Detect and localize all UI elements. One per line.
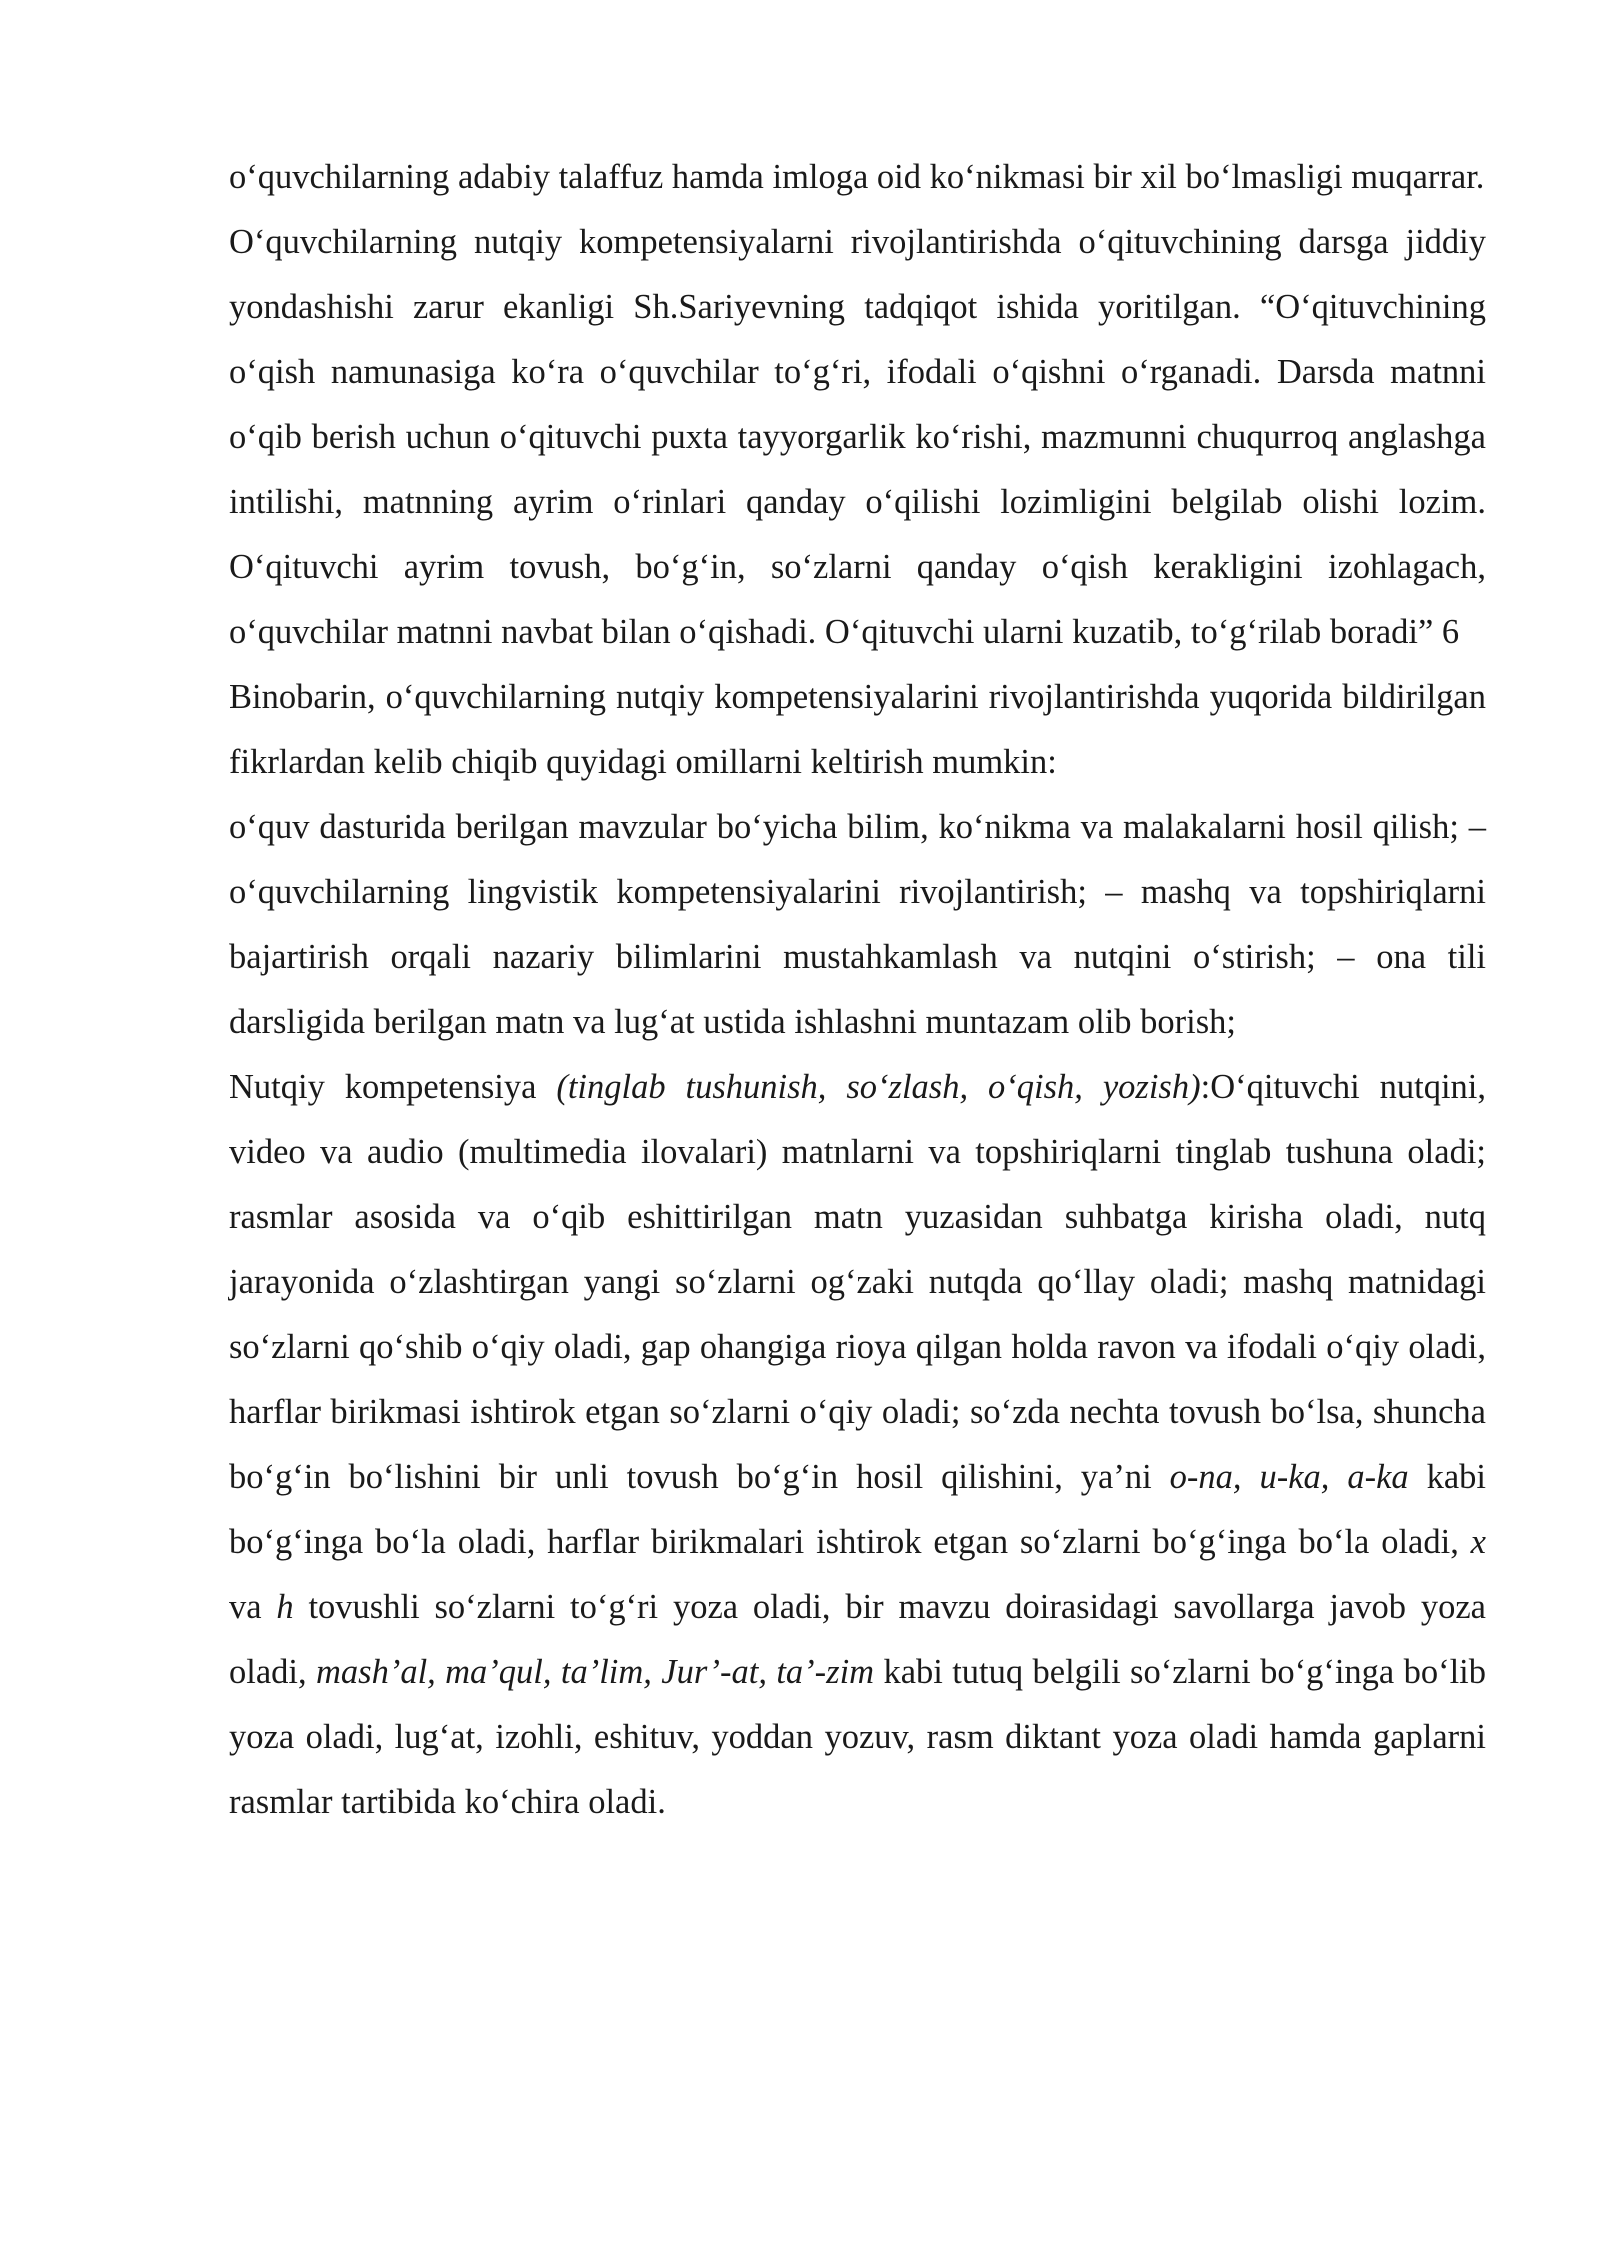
italic-text-segment: h — [276, 1588, 294, 1626]
document-page — [229, 145, 1486, 1835]
italic-text-segment: mash’al, ma’qul, ta’lim, Jur’-at, ta’-zim — [315, 1653, 875, 1691]
text-segment: o‘quv dasturida berilgan mavzular bo‘yicha bilim, ko‘nikma va malakalarni hosil qilish; – o‘quvchilarning lingvistik kompetensiyalarini rivojlantirish; – mashq va topshiriqlarni bajartirish orqali nazariy bilimlarini mustahkamlash va nutqini o‘stirish; – ona tili darsligida berilgan matn va lug‘at ustida ishlashni muntazam olib borish; — [229, 808, 1486, 1041]
italic-text-segment: o-na, u-ka, a-ka — [1169, 1458, 1409, 1496]
paragraph-1 — [229, 145, 1486, 210]
text-segment: O‘quvchilarning nutqiy kompetensiyalarni rivojlantirishda o‘qituvchining darsga jiddiy yondashishi zarur ekanligi Sh.Sariyevning tadqiqot ishida yoritilgan. “O‘qituvchining o‘qish namunasiga ko‘ra o‘quvchilar to‘g‘ri, ifodali o‘qishni o‘rganadi. Darsda matnni o‘qib berish uchun o‘qituvchi puxta tayyorgarlik ko‘rishi, mazmunni chuqurroq anglashga intilishi, matnning ayrim o‘rinlari qanday o‘qilishi lozimligini belgilab olishi lozim. O‘qituvchi ayrim tovush, bo‘g‘in, so‘zlarni qanday o‘qish kerakligini izohlagach, o‘quvchilar matnni navbat bilan o‘qishadi. O‘qituvchi ularni kuzatib, to‘g‘rilab boradi” 6 — [229, 223, 1486, 651]
italic-text-segment: x — [1470, 1523, 1486, 1561]
paragraph-2 — [229, 210, 1486, 665]
text-segment: Nutqiy kompetensiya — [229, 1068, 557, 1106]
italic-text-segment: (tinglab tushunish, so‘zlash, o‘qish, yozish) — [556, 1068, 1201, 1106]
paragraph-3 — [229, 665, 1486, 795]
text-segment: tovushli so‘zlarni to‘g‘ri yoza oladi, bir mavzu doirasidagi savollarga javob yoza oladi, — [229, 1588, 1486, 1691]
text-segment: :O‘qituvchi nutqini, video va audio (multimedia ilovalari) matnlarni va topshiriqlarni tinglab tushuna oladi; rasmlar asosida va o‘qib eshittirilgan matn yuzasidan suhbatga kirisha oladi, nutq jarayonida o‘zlashtirgan yangi so‘zlarni og‘zaki nutqda qo‘llay oladi; mashq matnidagi so‘zlarni qo‘shib o‘qiy oladi, gap ohangiga rioya qilgan holda ravon va ifodali o‘qiy oladi, harflar birikmasi ishtirok etgan so‘zlarni o‘qiy oladi; so‘zda nechta tovush bo‘lsa, shuncha bo‘g‘in bo‘lishini bir unli tovush bo‘g‘in hosil qilishini, ya’ni — [229, 1068, 1486, 1496]
text-segment: o‘quvchilarning adabiy talaffuz hamda imloga oid ko‘nikmasi bir xil bo‘lmasligi muqarrar. — [229, 158, 1485, 196]
text-segment: Binobarin, o‘quvchilarning nutqiy kompetensiyalarini rivojlantirishda yuqorida bildirilgan fikrlardan kelib chiqib quyidagi omillarni keltirish mumkin: — [229, 678, 1486, 781]
paragraph-5 — [229, 1055, 1486, 1835]
text-segment: va — [229, 1588, 277, 1626]
text-segment: kabi bo‘g‘inga bo‘la oladi, harflar birikmalari ishtirok etgan so‘zlarni bo‘g‘inga bo‘la oladi, — [229, 1458, 1486, 1561]
paragraph-4 — [229, 795, 1486, 1055]
text-segment: kabi tutuq belgili so‘zlarni bo‘g‘inga bo‘lib yoza oladi, lug‘at, izohli, eshituv, yoddan yozuv, rasm diktant yoza oladi hamda gaplarni rasmlar tartibida ko‘chira oladi. — [229, 1653, 1486, 1821]
